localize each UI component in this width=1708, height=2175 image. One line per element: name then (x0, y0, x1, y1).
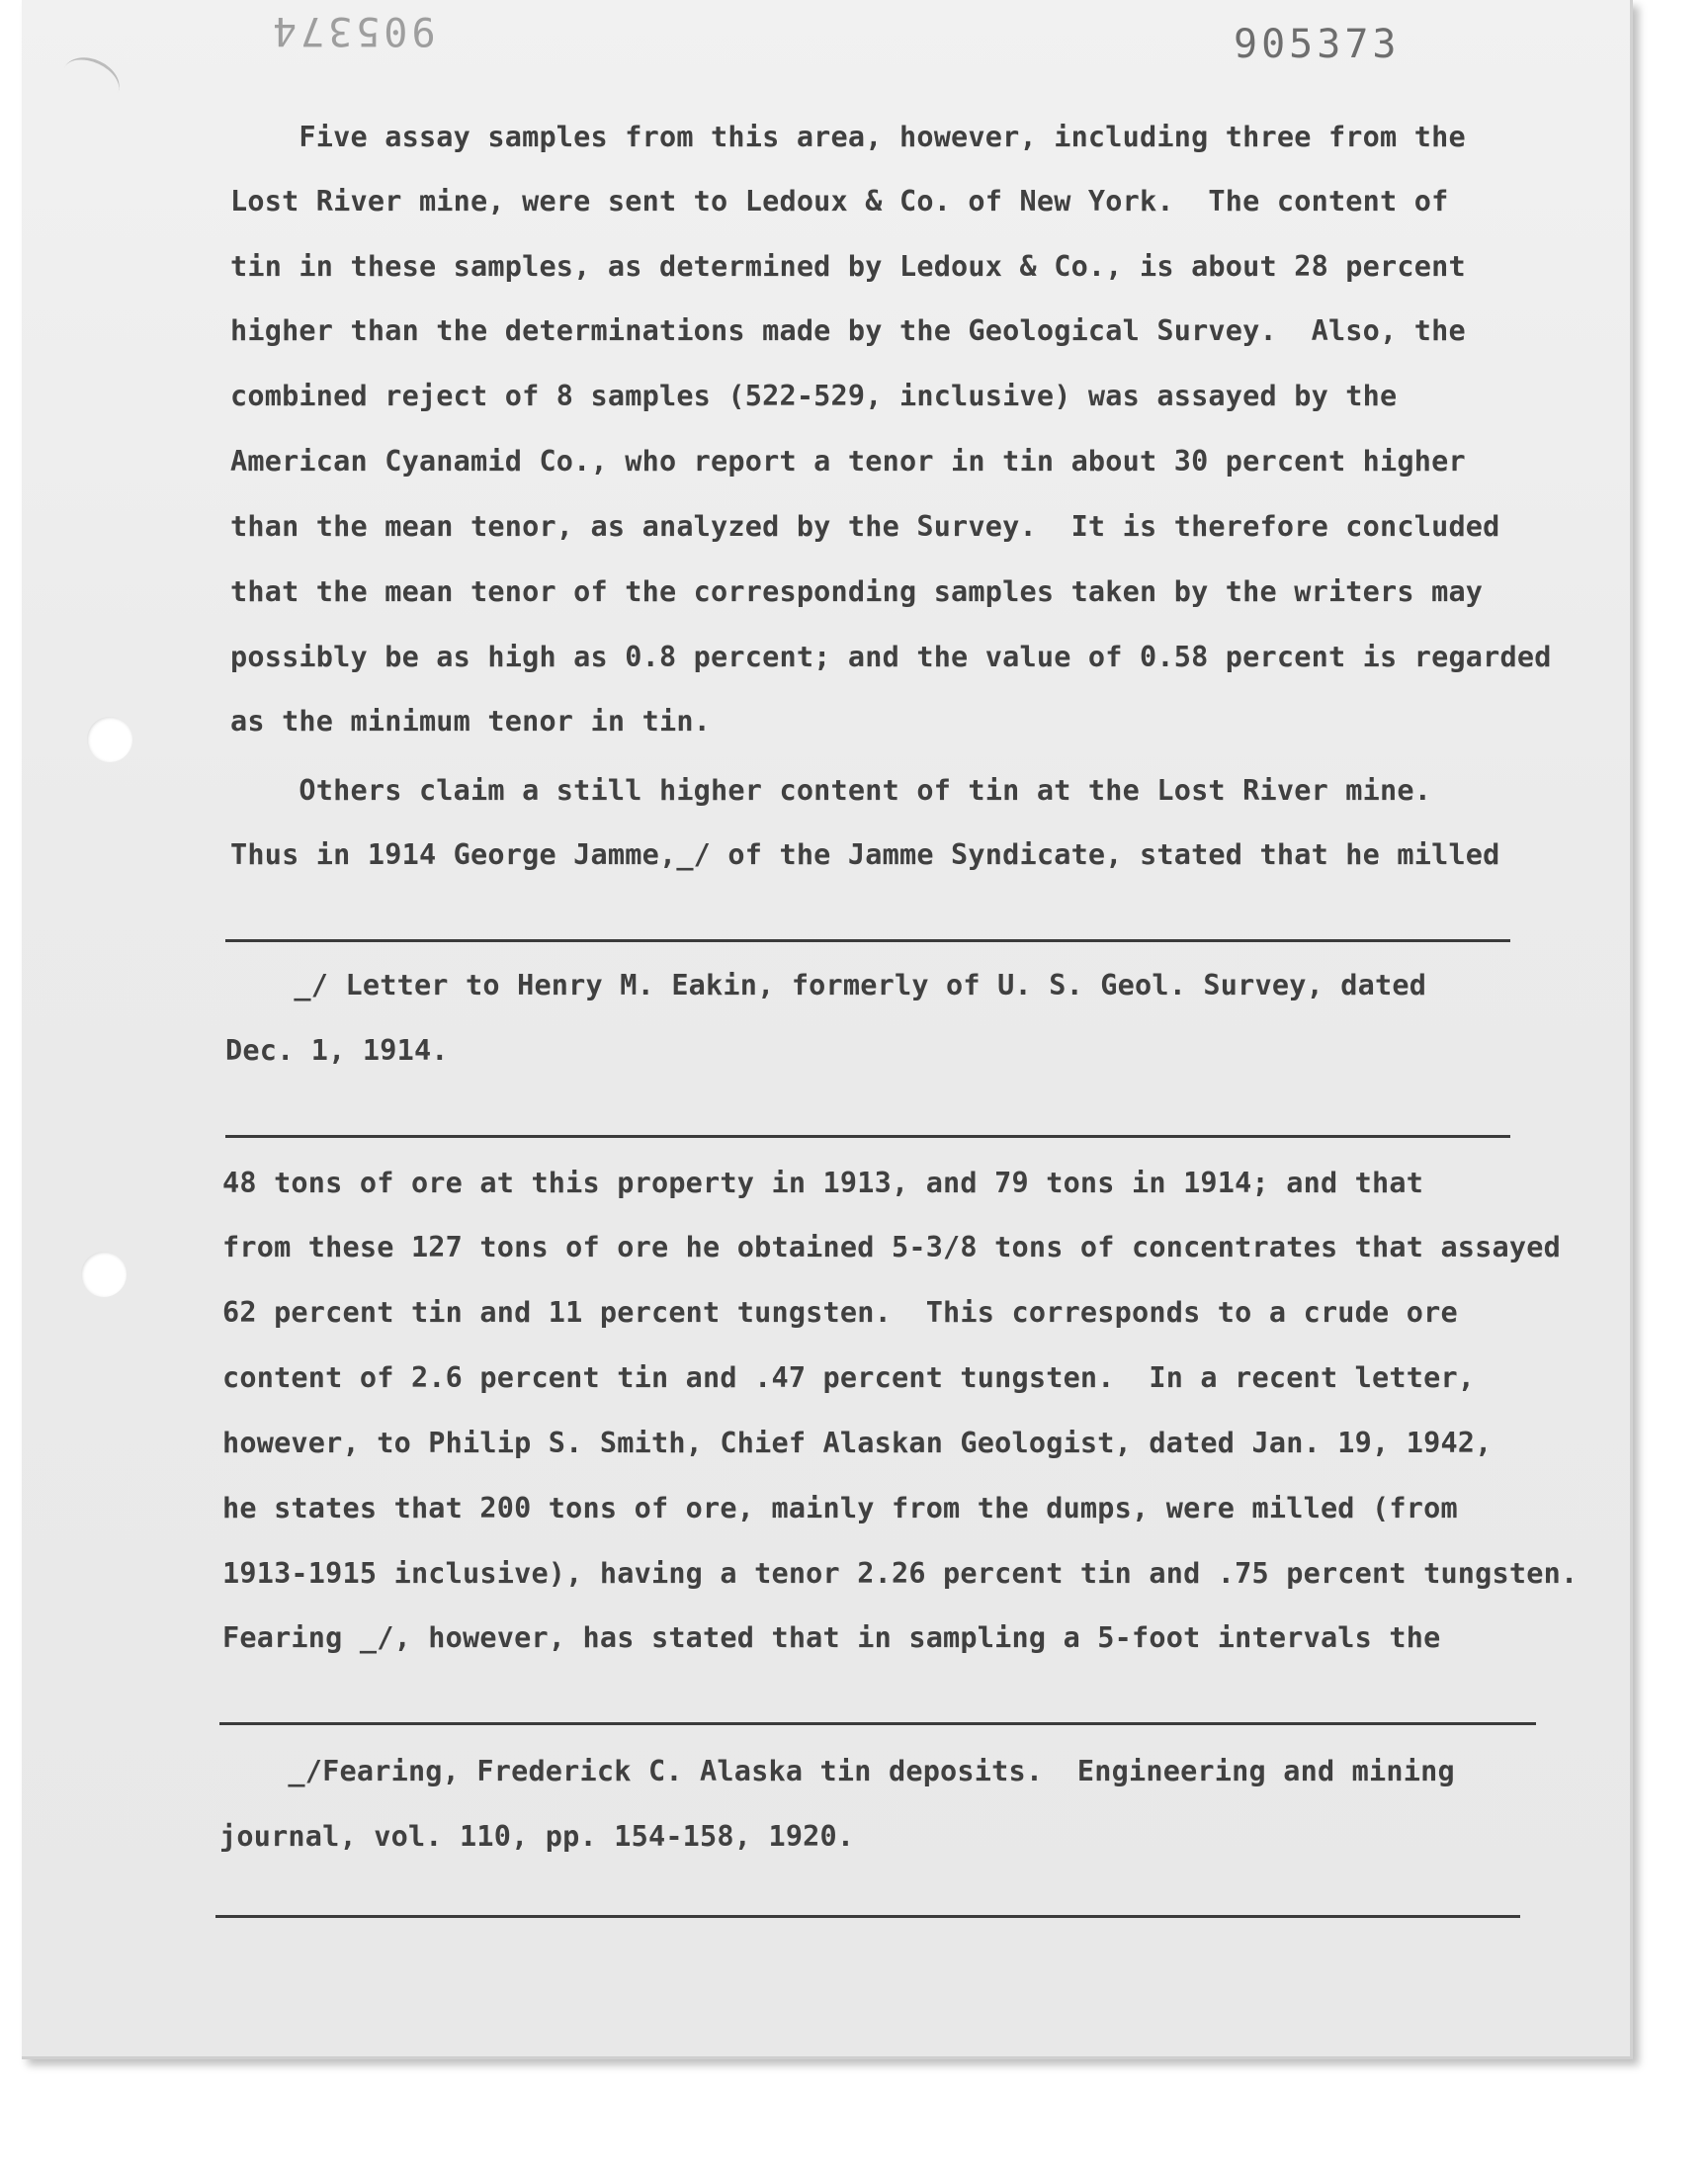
body-line: than the mean tenor, as analyzed by the Survey. It is therefore concluded (230, 510, 1500, 543)
body-line: Thus in 1914 George Jamme,_/ of the Jamme Syndicate, stated that he milled (230, 838, 1500, 871)
footnote-separator-bottom (225, 1135, 1510, 1138)
body-line: 62 percent tin and 11 percent tungsten. This corresponds to a crude ore (222, 1296, 1458, 1329)
body-line: 48 tons of ore at this property in 1913, and 79 tons in 1914; and that (222, 1167, 1424, 1199)
body-line: content of 2.6 percent tin and .47 percent tungsten. In a recent letter, (222, 1361, 1476, 1394)
page-stamp-mirrored: 905374 (269, 8, 436, 53)
footnote-line: _/ Letter to Henry M. Eakin, formerly of U. S. Geol. Survey, dated (225, 969, 1427, 1001)
footnote-line: journal, vol. 110, pp. 154-158, 1920. (219, 1820, 855, 1853)
body-line: that the mean tenor of the corresponding samples taken by the writers may (230, 575, 1484, 608)
body-line: as the minimum tenor in tin. (230, 705, 712, 738)
document-page (22, 0, 1633, 2059)
body-line: tin in these samples, as determined by Ledoux & Co., is about 28 percent (230, 250, 1466, 283)
body-line: Fearing _/, however, has stated that in sampling a 5-foot intervals the (222, 1621, 1441, 1654)
footnote-separator-bottom-2 (215, 1915, 1520, 1918)
body-line: Lost River mine, were sent to Ledoux & Co. of New York. The content of (230, 185, 1449, 218)
body-line: from these 127 tons of ore he obtained 5-3/8 tons of concentrates that assayed (222, 1231, 1561, 1263)
body-line: possibly be as high as 0.8 percent; and the value of 0.58 percent is regarded (230, 641, 1552, 673)
body-line: American Cyanamid Co., who report a tenor in tin about 30 percent higher (230, 445, 1466, 478)
body-line: combined reject of 8 samples (522-529, inclusive) was assayed by the (230, 380, 1398, 412)
body-line: 1913-1915 inclusive), having a tenor 2.26 percent tin and .75 percent tungsten. (222, 1557, 1579, 1590)
body-line: higher than the determinations made by the Geological Survey. Also, the (230, 314, 1466, 347)
body-line: Five assay samples from this area, however, including three from the (230, 121, 1466, 153)
footnote-line: Dec. 1, 1914. (225, 1034, 449, 1067)
footnote-separator-top (225, 939, 1510, 942)
margin-mark (55, 48, 128, 112)
body-line: he states that 200 tons of ore, mainly from the dumps, were milled (from (222, 1492, 1458, 1524)
body-line: Others claim a still higher content of tin at the Lost River mine. (230, 774, 1432, 807)
punch-hole-bottom (81, 1252, 127, 1297)
punch-hole-top (87, 717, 132, 762)
page-number-stamp: 905373 (1234, 22, 1401, 67)
footnote-separator-top-2 (219, 1722, 1536, 1725)
body-line: however, to Philip S. Smith, Chief Alaskan Geologist, dated Jan. 19, 1942, (222, 1427, 1493, 1459)
footnote-line: _/Fearing, Frederick C. Alaska tin deposits. Engineering and mining (219, 1755, 1455, 1787)
